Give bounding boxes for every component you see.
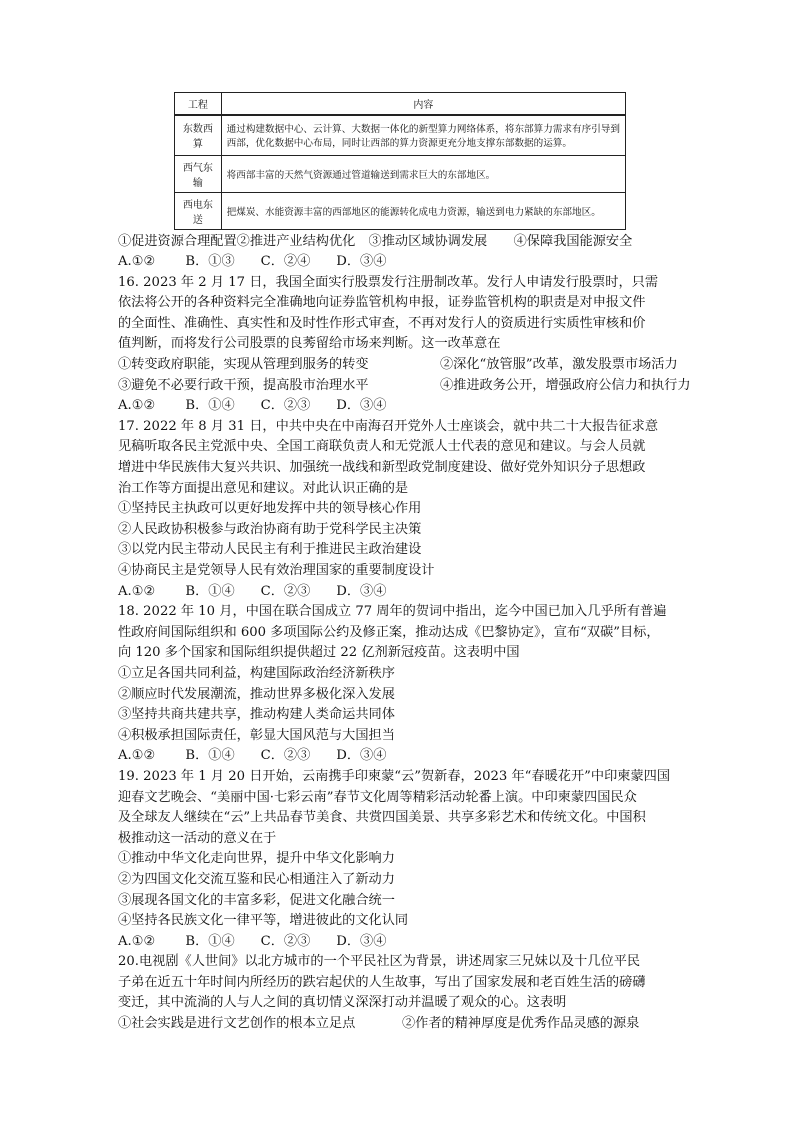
q17-stem-line: 治工作等方面提出意见和建议。对此认识正确的是	[118, 480, 409, 496]
q16-stem-line: 依法将公开的各种资料完全准确地向证券监管机构申报，证券监管机构的职责是对申报文件	[118, 295, 646, 311]
table-row	[175, 115, 626, 155]
q17-option: ③以党内民主带动人民民主有利于推进民主政治建设	[118, 542, 422, 558]
q16-stem-line: 16. 2023 年 2 月 17 日，我国全面实行股票发行注册制改革。发行人申请发行股票时，只需	[118, 274, 659, 290]
q19-stem-line: 及全球友人继续在“云”上共品春节美食、共赏四国美景、共享多彩艺术和传统文化。中国积	[118, 810, 646, 826]
answer-c: C．②③	[260, 398, 311, 414]
table-cell-line: 通过构建数据中心、云计算、大数据一体化的新型算力网络体系，将东部算力需求有序引导到	[226, 124, 620, 136]
q16-options-row	[118, 376, 691, 397]
q20-stem-line: 子弟在近五十年时间内所经历的跌宕起伏的人生故事，写出了国家发展和老百姓生活的磅礴	[118, 974, 646, 990]
answer-a: A.①②	[118, 748, 156, 764]
q20-option-2: ②作者的精神厚度是优秀作品灵感的源泉	[402, 1016, 640, 1032]
answer-b: B．①④	[185, 748, 235, 764]
answer-d: D．③④	[336, 748, 387, 764]
table-row	[175, 155, 626, 192]
answer-a: A.①②	[118, 398, 156, 414]
q19-option: ①推动中华文化走向世界，提升中华文化影响力	[118, 851, 395, 867]
table-cell-line: 西部，优化数据中心布局，同时让西部的算力资源更充分地支撑东部数据的运算。	[226, 138, 573, 150]
answer-b: B．①④	[185, 583, 235, 599]
q20-stem-line: 20.电视剧《人世间》以北方城市的一个平民社区为背景，讲述周家三兄妹以及十几位平民	[118, 954, 641, 970]
q18-option: ③坚持共商共建共享，推动构建人类命运共同体	[118, 707, 395, 723]
q16-option-4: ④推进政务公开，增强政府公信力和执行力	[440, 377, 691, 393]
q18-option: ④积极承担国际责任，彰显大国风范与大国担当	[118, 727, 395, 743]
q17-stem-line: 增进中华民族伟大复兴共识、加强统一战线和新型政党制度建设、做好党外知识分子思想政	[118, 460, 646, 476]
answer-d: D．③④	[336, 583, 387, 599]
table-header-project: 工程	[175, 93, 222, 116]
q19-stem-line: 迎春文艺晚会、“美丽中国·七彩云南”春节文化周等精彩活动轮番上演。中印柬蒙四国民众	[118, 789, 637, 805]
answer-a: A.①②	[118, 583, 156, 599]
q19-stem-line: 19. 2023 年 1 月 20 日开始，云南携手印柬蒙“云”贺新春，2023 年“春暖花开”中印柬蒙四国	[118, 768, 671, 784]
question-19	[118, 767, 678, 952]
q18-stem-line: 向 120 多个国家和国际组织提供超过 22 亿剂新冠疫苗。这表明中国	[118, 645, 520, 661]
table-cell-project: 西气东输	[175, 155, 222, 192]
q16-stem-line: 值判断，而将发行公司股票的良莠留给市场来判断。这一改革意在	[118, 336, 501, 352]
answer-b: B．①④	[185, 398, 235, 414]
question-16	[118, 273, 691, 417]
table-cell-content	[221, 115, 625, 155]
answer-a: A.①②	[118, 254, 156, 270]
answer-c: C．②③	[260, 933, 311, 949]
question-20	[118, 952, 678, 1034]
q17-stem-line: 17. 2022 年 8 月 31 日，中共中央在中南海召开党外人士座谈会，就中共二十大报告征求意	[118, 418, 659, 434]
q20-options-row	[118, 1014, 678, 1035]
q20-stem-line: 变迁，其中流淌的人与人之间的真切情义深深打动并温暖了观众的心。这表明	[118, 995, 567, 1011]
q19-stem-line: 极推动这一活动的意义在于	[118, 830, 277, 846]
answer-c: C．②③	[260, 748, 311, 764]
q18-stem-line: 18. 2022 年 10 月，中国在联合国成立 77 周年的贺词中指出，迄今中国已加入几乎所有普遍	[118, 604, 667, 620]
q20-option-1: ①社会实践是进行文艺创作的根本立足点	[118, 1016, 356, 1032]
q19-option: ③展现各国文化的丰富多彩，促进文化融合统一	[118, 892, 395, 908]
question-18	[118, 602, 678, 767]
table-header-content: 内容	[221, 93, 625, 116]
q17-stem-line: 见稿听取各民主党派中央、全国工商联负责人和无党派人士代表的意见和建议。与会人员就	[118, 439, 646, 455]
q17-option: ①坚持民主执政可以更好地发挥中共的领导核心作用	[118, 501, 422, 517]
q15-options: ①促进资源合理配置②推进产业结构优化 ③推动区域协调发展 ④保障我国能源安全	[118, 233, 633, 249]
q16-option-3: ③避免不必要行政干预，提高股市治理水平	[118, 377, 369, 393]
q17-option: ②人民政协积极参与政治协商有助于党科学民主决策	[118, 521, 422, 537]
q19-answers	[118, 932, 678, 953]
q16-option-2: ②深化“放管服”改革，激发股票市场活力	[440, 357, 678, 373]
q17-option: ④协商民主是党领导人民有效治理国家的重要制度设计	[118, 563, 435, 578]
q16-stem-line: 的全面性、准确性、真实性和及时性作形式审查，不再对发行人的资质进行实质性审核和价	[118, 315, 646, 331]
answer-c: C．②③	[260, 583, 311, 599]
answer-d: D．③④	[336, 254, 387, 270]
q16-answers	[118, 396, 678, 417]
table-cell-project: 东数西算	[175, 115, 222, 155]
answer-d: D．③④	[336, 933, 387, 949]
q19-option: ④坚持各民族文化一律平等，增进彼此的文化认同	[118, 913, 409, 929]
answer-c: C．②④	[260, 254, 311, 270]
project-table	[174, 92, 626, 230]
exam-page	[118, 92, 691, 1035]
q18-option: ①立足各国共同利益，构建国际政治经济新秩序	[118, 665, 395, 681]
table-header-row	[175, 93, 626, 116]
question-17	[118, 417, 678, 602]
table-cell-project: 西电东送	[175, 192, 222, 229]
table-row	[175, 192, 626, 229]
answer-b: B．①③	[185, 254, 235, 270]
q17-answers	[118, 582, 678, 603]
q18-stem-line: 性政府间国际组织和 600 多项国际公约及修正案，推动达成《巴黎协定》，宣布“双碳”目标，	[118, 624, 660, 640]
table-cell-content: 将西部丰富的天然气资源通过管道输送到需求巨大的东部地区。	[221, 155, 625, 192]
answer-d: D．③④	[336, 398, 387, 414]
table-cell-content: 把煤炭、水能资源丰富的西部地区的能源转化成电力资源，输送到电力紧缺的东部地区。	[221, 192, 625, 229]
answer-b: B．①④	[185, 933, 235, 949]
answer-a: A.①②	[118, 933, 156, 949]
q19-option: ②为四国文化交流互鉴和民心相通注入了新动力	[118, 871, 395, 887]
q15-answers	[118, 252, 678, 273]
q16-options-row	[118, 355, 678, 376]
q18-option: ②顺应时代发展潮流，推动世界多极化深入发展	[118, 686, 395, 702]
q18-answers	[118, 746, 678, 767]
q16-option-1: ①转变政府职能，实现从管理到服务的转变	[118, 357, 369, 373]
